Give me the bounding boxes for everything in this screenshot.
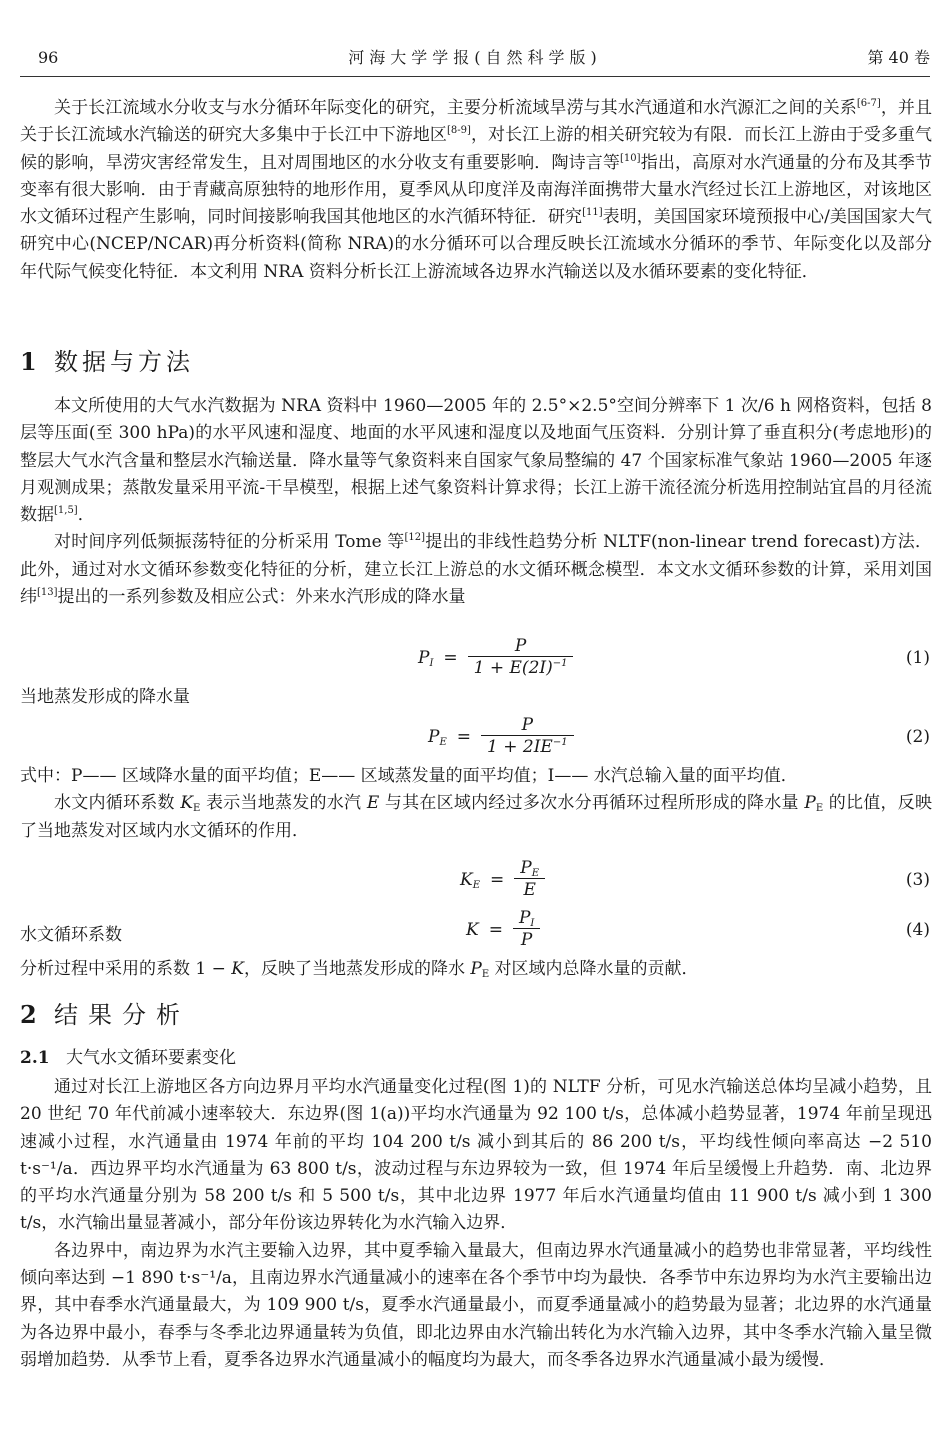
citation[interactable]: [6-7]	[856, 98, 881, 109]
equation-3-math: $K_E$ = $\frac{P_E}{E}$	[460, 858, 545, 901]
section-number: 2	[20, 1000, 37, 1029]
section-number: 1	[20, 347, 37, 376]
equation-4	[20, 908, 930, 952]
data-paragraph: 本文所使用的大气水汽数据为 NRA 资料中 1960—2005 年的 2.5°×2.5°空间分辨率下 1 次/6 h 网格资料，包括 8 层等压面(至 300 hPa)的水平风速和湿度、地面的水平风速和湿度以及地面气压资料．分别计算了垂直积分(考虑地形)的整层大气水汽含量和整层水汽输送量．降水量等气象资料来自国家气象局整编的 47 个国家标准气象站 1960—2005 年逐月观测成果；蒸散发量采用平流-干旱模型，根据上述气象资料计算求得；长江上游干流径流分析选用控制站宜昌的月径流数据[1,5]．	[20, 396, 932, 526]
eq2-label: 当地蒸发形成的降水量	[20, 687, 190, 707]
intro-paragraph: 关于长江流域水分收支与水分循环年际变化的研究，主要分析流域旱涝与其水汽通道和水汽源汇之间的关系[6-7]，并且关于长江流域水汽输送的研究大多集中于长江中下游地区[8-9]，对长江上游的相关研究较为有限．而长江上游由于受多重气候的影响，旱涝灾害经常发生，且对周围地区的水分收支有重要影响．陶诗言等[10]指出，高原对水汽通量的分布及其季节变率有很大影响．由于青藏高原独特的地形作用，夏季风从印度洋及南海洋面携带大量水汽经过长江上游地区，对该地区水文循环过程产生影响，同时间接影响我国其他地区的水汽循环特征．研究[11]表明，美国国家环境预报中心/美国国家大气研究中心(NCEP/NCAR)再分析资料(简称 NRA)的水分循环可以合理反映长江流域水分循环的季节、年际变化以及部分年代际气候变化特征．本文利用 NRA 资料分析长江上游流域各边界水汽输送以及水循环要素的变化特征．	[20, 98, 933, 282]
fraction: $\frac{P}{1 + E(2I)^{-1}}$	[468, 636, 574, 679]
citation[interactable]: [13]	[37, 587, 58, 599]
running-header	[20, 48, 930, 77]
coefficient-note: 分析过程中采用的系数 1 − K，反映了当地蒸发形成的降水 $P_E$ 对区域内总降水量的贡献．	[20, 959, 699, 980]
fraction: $\frac{P_E}{E}$	[514, 858, 545, 901]
eq4-label: 水文循环系数	[20, 925, 122, 945]
subsection-number: 2.1	[20, 1048, 50, 1068]
symbol-definitions	[20, 763, 932, 845]
method-paragraph: 对时间序列低频振荡特征的分析采用 Tome 等[12]提出的非线性趋势分析 NLTF(non-linear trend forecast)方法．此外，通过对水文循环参数变化特征的分析，建立长江上游总的水文循环概念模型．本文水文循环参数的计算，采用刘国纬[13]提出的一系列参数及相应公式：外来水汽形成的降水量	[20, 532, 932, 608]
citation[interactable]: [8-9]	[446, 125, 471, 137]
citation[interactable]: [1,5]	[54, 505, 78, 517]
equation-number: (4)	[905, 920, 930, 940]
subsection-2-1-heading	[20, 1047, 236, 1069]
equation-2-math: $P_E$ = $\frac{P}{1 + 2IE^{-1}}$	[428, 715, 574, 758]
equation-number: (3)	[905, 870, 930, 890]
citation[interactable]: [10]	[620, 152, 641, 164]
section-2-heading	[20, 1000, 190, 1030]
results-paragraph-2: 各边界中，南边界为水汽主要输入边界，其中夏季输入量最大，但南边界水汽通量减小的趋势也非常显著，平均线性倾向率达到 −1 890 t·s⁻¹/a，且南边界水汽通量减小的速率在各个季节中均为最快．各季节中东边界均为水汽主要输出边界，其中春季水汽通量最大，为 109 900 t/s，夏季水汽通量最小，而夏季通量减小的趋势最为显著；北边界的水汽通量为各边界中最小，春季与冬季北边界通量转为负值，即北边界由水汽输出转化为水汽输入边界，其中冬季水汽输入量呈微弱增加趋势．从季节上看，夏季各边界水汽通量减小的幅度均为最大，而冬季各边界水汽通量减小最为缓慢．	[20, 1240, 932, 1370]
section-1-body	[20, 393, 932, 611]
equation-number: (1)	[905, 648, 930, 668]
intro-block	[20, 95, 932, 286]
volume-label: 第 40 卷	[867, 48, 930, 67]
ke-paragraph: 水文内循环系数 $K_E$ 表示当地蒸发的水汽 E 与其在区域内经过多次水分再循环过程所形成的降水量 $P_E$ 的比值，反映了当地蒸发对区域内水文循环的作用．	[20, 793, 932, 841]
citation[interactable]: [11]	[582, 207, 603, 219]
citation[interactable]: [12]	[404, 532, 426, 544]
results-paragraph-1: 通过对长江上游地区各方向边界月平均水汽通量变化过程(图 1)的 NLTF 分析，可见水汽输送总体均呈减小趋势，且 20 世纪 70 年代前减小速率较大．东边界(图 1(a))平均水汽通量为 92 100 t/s，总体减小趋势显著，1974 年前呈现迅速减小过程，水汽通量由 1974 年前的平均 104 200 t/s 减小到其后的 86 200 t/s，平均线性倾向率高达 −2 510 t·s⁻¹/a．西边界平均水汽通量为 63 800 t/s，波动过程与东边界较为一致，但 1974 年后呈缓慢上升趋势．南、北边界的平均水汽通量分别为 58 200 t/s 和 5 500 t/s，其中北边界 1977 年后水汽通量均值由 11 900 t/s 减小到 1 300 t/s，水汽输出量显著减小，部分年份该边界转化为水汽输入边界．	[20, 1077, 932, 1234]
equation-3	[20, 858, 930, 902]
equation-number: (2)	[905, 727, 930, 747]
section-2-body	[20, 1074, 932, 1374]
section-title: 结果分析	[54, 1001, 190, 1029]
section-1-heading	[20, 347, 194, 377]
equation-1	[20, 636, 930, 680]
where-line: 式中：P—— 区域降水量的面平均值；E—— 区域蒸发量的面平均值；I—— 水汽总输入量的面平均值．	[20, 766, 798, 786]
journal-title: 河海大学学报(自然科学版)	[348, 48, 602, 67]
subsection-title: 大气水文循环要素变化	[66, 1048, 236, 1068]
equation-2	[20, 715, 930, 759]
fraction: $\frac{P}{1 + 2IE^{-1}}$	[481, 715, 574, 758]
equation-4-math: K = $\frac{P_I}{P}$	[466, 908, 540, 951]
equation-1-math: $P_I$ = $\frac{P}{1 + E(2I)^{-1}}$	[418, 636, 573, 679]
page-number: 96	[38, 48, 59, 67]
section-title: 数据与方法	[54, 348, 194, 376]
fraction: $\frac{P_I}{P}$	[513, 908, 540, 951]
